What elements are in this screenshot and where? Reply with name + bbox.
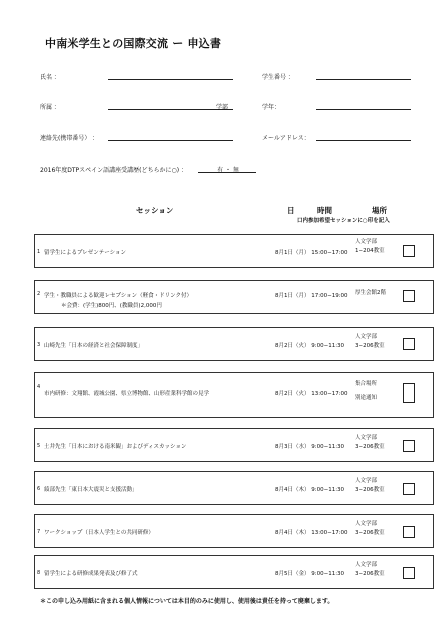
dtp-underline [198, 172, 256, 173]
session-date: 8月2日（火） 13:00−17:00 [275, 391, 348, 397]
year-field[interactable] [316, 109, 411, 110]
year-label: 学年： [262, 104, 281, 111]
session-title: 学生・教職員による歓迎レセプション（軽食・ドリンク付） [44, 293, 193, 299]
session-checkbox[interactable] [403, 526, 415, 538]
session-place: 人文学部 3−206教室 [355, 478, 385, 493]
session-checkbox[interactable] [403, 483, 415, 495]
name-field[interactable] [108, 79, 233, 80]
session-row-1 [34, 234, 434, 268]
name-label: 氏名 ： [40, 74, 60, 81]
contact-label: 連絡先(携帯番号） ： [40, 135, 99, 142]
contact-field[interactable] [108, 140, 233, 141]
row-number: 2 [37, 291, 41, 297]
session-row-7 [34, 514, 434, 548]
student-id-label: 学生番号 ： [262, 74, 294, 81]
session-row-6 [34, 471, 434, 505]
session-row-5 [34, 428, 434, 462]
session-checkbox[interactable] [403, 338, 415, 350]
row-number: 1 [37, 249, 41, 255]
session-title: 土井先生「日本における南米観」およびディスカッション [44, 444, 187, 450]
dtp-question: 2016年度DTPスペイン語講座受講歴(どちらかに○) ： [40, 167, 187, 174]
affiliation-label: 所属 ： [40, 104, 60, 111]
row-number: 3 [37, 342, 41, 348]
session-title: 山崎先生「日本の経済と社会保障制度」 [44, 343, 144, 349]
date-header: 日 [287, 206, 295, 215]
session-checkbox[interactable] [403, 567, 415, 579]
session-place: 人文学部 3−206教室 [355, 334, 385, 349]
session-title: 留学生によるプレゼンテーション [44, 250, 127, 256]
row-number: 8 [37, 570, 41, 576]
session-date: 8月2日（火） 9:00−11:30 [275, 343, 345, 349]
privacy-note: ＊この申し込み用紙に含まれる個人情報については本目的のみに使用し、使用後は責任を持って廃棄します。 [40, 598, 334, 605]
session-date: 8月3日（水） 9:00−11:30 [275, 444, 345, 450]
email-label: メールアドレス： [262, 135, 310, 142]
session-title: 綾部先生「東日本大震災と支援活動」 [44, 487, 138, 493]
session-title: ワークショップ（日本人学生との共同研修） [44, 530, 154, 536]
page-title: 中南米学生との国際交流 ー 申込書 [45, 37, 222, 50]
session-row-3 [34, 327, 434, 361]
session-row-2 [34, 280, 434, 314]
row-number: 5 [37, 443, 41, 449]
session-place: 人文学部 1−204教室 [355, 239, 385, 254]
session-header: セッション [136, 206, 174, 215]
place-header: 場所 [372, 206, 387, 215]
session-date: 8月1日（月） 17:00−19:00 [275, 293, 348, 299]
session-title: 留学生による研修成果発表及び修了式 [44, 571, 138, 577]
row-number: 7 [37, 529, 41, 535]
session-row-4 [34, 372, 434, 418]
session-place: 集合場所 別途通知 [355, 381, 378, 401]
session-checkbox[interactable] [403, 440, 415, 452]
instruction-note: 口内参加希望セッションに○印を記入 [297, 218, 390, 224]
time-header: 時間 [317, 206, 332, 215]
student-id-field[interactable] [316, 79, 411, 80]
session-date: 8月4日（木） 13:00−17:00 [275, 530, 348, 536]
session-checkbox[interactable] [403, 290, 415, 302]
session-fee: ＊会費：(学生)800円、(教職員)2,000円 [61, 303, 162, 309]
session-place: 厚生会館2階 [355, 290, 386, 296]
dtp-options[interactable]: 有 ・ 無 [217, 167, 239, 174]
affiliation-field[interactable] [108, 109, 233, 110]
row-number: 6 [37, 486, 41, 492]
session-place: 人文学部 3−206教室 [355, 562, 385, 577]
session-place: 人文学部 3−206教室 [355, 435, 385, 450]
session-title: 市内研修：文翔館、霞城公園、県立博物館、山形産業科学館の見学 [44, 391, 210, 397]
session-date: 8月4日（木） 9:00−11:30 [275, 487, 345, 493]
session-date: 8月5日（金） 9:00−11:30 [275, 571, 345, 577]
faculty-suffix: 学部 [216, 104, 229, 111]
email-field[interactable] [316, 140, 411, 141]
session-checkbox[interactable] [403, 383, 415, 403]
session-place: 人文学部 3−206教室 [355, 521, 385, 536]
session-date: 8月1日（月） 15:00−17:00 [275, 250, 348, 256]
session-row-8 [34, 555, 434, 589]
row-number: 4 [37, 384, 41, 390]
session-checkbox[interactable] [403, 245, 415, 257]
